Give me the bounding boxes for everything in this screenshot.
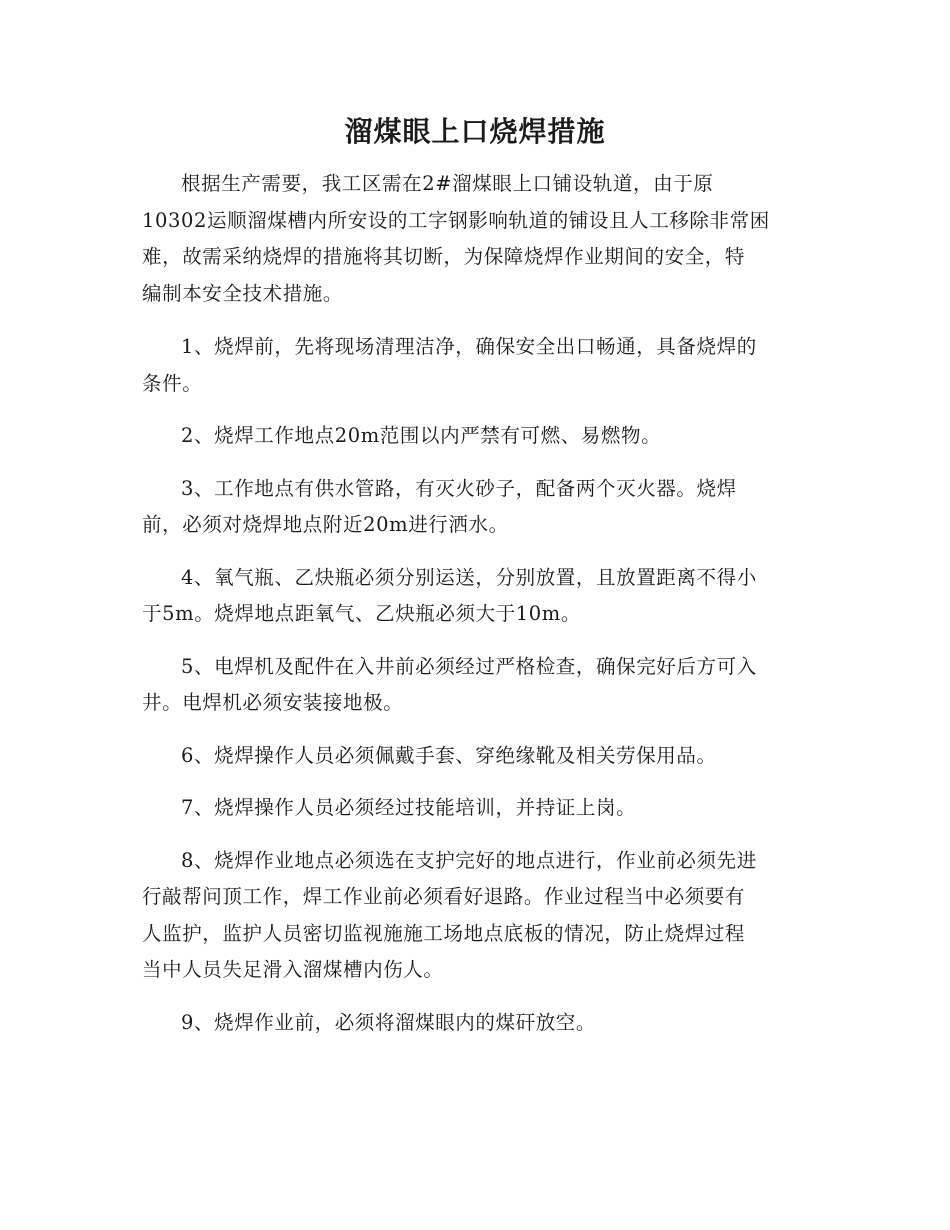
measure-item-6: 6、烧焊操作人员必须佩戴手套、穿绝缘靴及相关劳保用品。 bbox=[181, 743, 717, 767]
document-body bbox=[142, 166, 810, 1057]
measure-item-8: 8、烧焊作业地点必须选在支护完好的地点进行，作业前必须先进 行敲帮问顶工作，焊工作业前必须看好退路。作业过程当中必须要有 人监护，监护人员密切监视施施工场地点底板的情况，防止烧焊过程 当中人员失足滑入溜煤槽内伤人。 bbox=[142, 848, 757, 981]
document-title: 溜煤眼上口烧焊措施 bbox=[344, 115, 606, 148]
measure-item-5: 5、电焊机及配件在入井前必须经过严格检查，确保完好后方可入 井。电焊机必须安装接地极。 bbox=[142, 654, 757, 714]
measure-item-4: 4、氧气瓶、乙炔瓶必须分别运送，分别放置，且放置距离不得小 于5m。烧焊地点距氧气、乙炔瓶必须大于10m。 bbox=[142, 565, 757, 625]
measure-item-3: 3、工作地点有供水管路，有灭火砂子，配备两个灭火器。烧焊 前，必须对烧焊地点附近20m进行洒水。 bbox=[142, 476, 737, 536]
measure-item-2: 2、烧焊工作地点20m范围以内严禁有可燃、易燃物。 bbox=[181, 424, 662, 447]
intro-paragraph: 根据生产需要，我工区需在2#溜煤眼上口铺设轨道，由于原 10302运顺溜煤槽内所安设的工字钢影响轨道的铺设且人工移除非常困 难，故需采纳烧焊的措施将其切断，为保障烧焊作业期间的安全，特 编制本安全技术措施。 bbox=[142, 172, 770, 305]
measure-item-9: 9、烧焊作业前，必须将溜煤眼内的煤矸放空。 bbox=[181, 1010, 597, 1034]
measure-item-1: 1、烧焊前，先将现场清理洁净，确保安全出口畅通，具备烧焊的 条件。 bbox=[142, 335, 757, 395]
measure-item-7: 7、烧焊操作人员必须经过技能培训，并持证上岗。 bbox=[181, 796, 637, 819]
